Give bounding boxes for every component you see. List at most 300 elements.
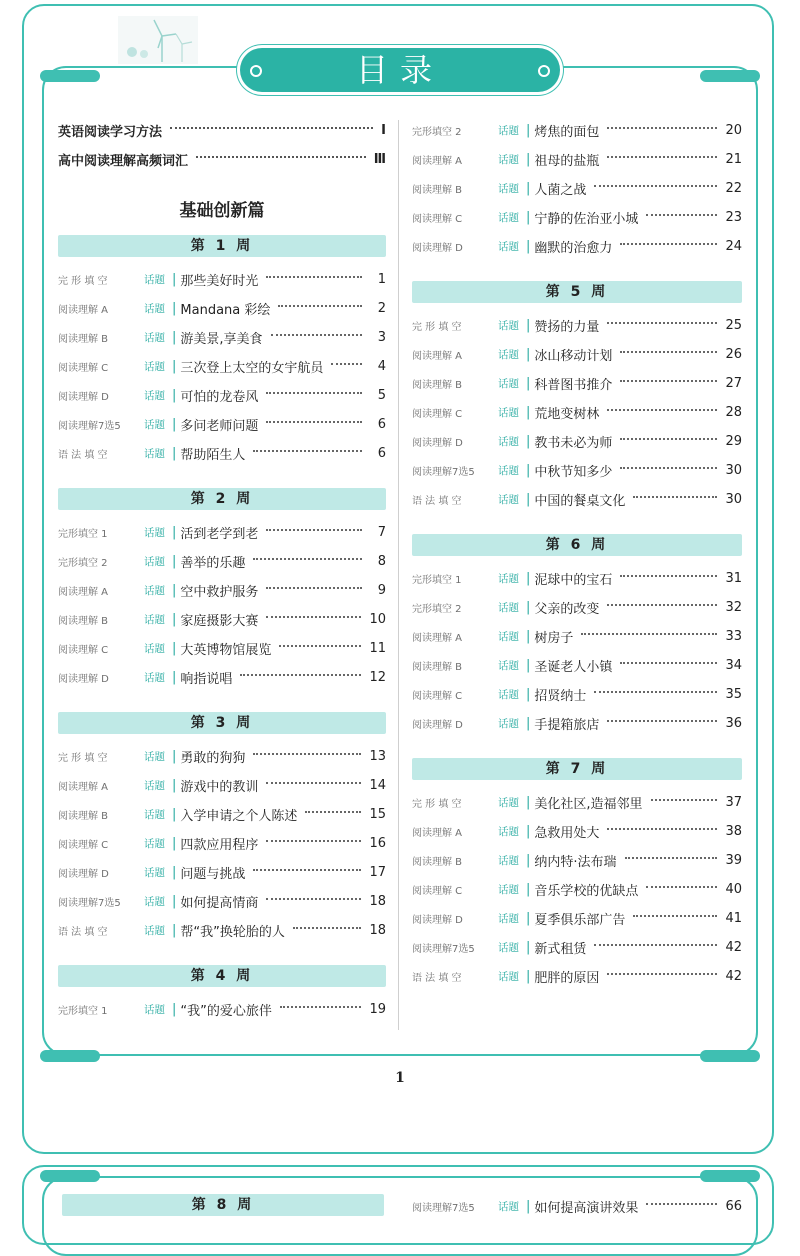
entry-title: 活到老学到老 [180,527,259,542]
leader-dots [266,392,362,394]
leader-dots [266,529,362,531]
toc-entry[interactable] [412,709,742,738]
separator-bar: | [172,923,177,938]
toc-entry[interactable] [58,518,386,547]
separator-bar: | [172,612,177,627]
toc-entry[interactable] [58,352,386,381]
entry-page: 27 [725,376,742,391]
head-entry-title: 高中阅读理解高频词汇 [58,154,189,169]
toc-entry[interactable] [58,605,386,634]
toc-entry[interactable] [58,634,386,663]
separator-bar: | [172,894,177,909]
toc-entry[interactable] [58,663,386,692]
separator-bar: | [526,181,531,196]
entry-category: 完形填空 2 [412,604,462,615]
entry-page: 26 [725,347,742,362]
toc-entry[interactable] [412,145,742,174]
toc-entry[interactable] [58,547,386,576]
separator-bar: | [172,554,177,569]
topic-tag: 话题 [498,971,519,983]
entry-title: 帮助陌生人 [180,448,246,463]
separator-bar: | [526,824,531,839]
entry-category: 阅读理解7选5 [58,898,121,909]
week-entries [412,788,742,991]
toc-entry[interactable] [58,995,386,1024]
entry-category: 完形填空 1 [58,529,108,540]
entry-page: 35 [725,687,742,702]
separator-bar: | [526,795,531,810]
toc-entry[interactable] [412,456,742,485]
topic-tag: 话题 [498,855,519,867]
entry-category: 阅读理解 B [412,380,463,391]
entry-title: 圣诞老人小镇 [534,660,613,675]
entry-page: 32 [725,600,742,615]
separator-bar: | [526,463,531,478]
entry-title: 如何提高演讲效果 [534,1201,639,1216]
entry-title: 泥球中的宝石 [534,573,613,588]
topic-tag: 话题 [144,332,165,344]
entry-category: 阅读理解 D [58,392,109,403]
corner-tab-top-left [40,70,100,82]
entry-title: 入学申请之个人陈述 [180,809,298,824]
topic-tag: 话题 [144,672,165,684]
entry-page: 14 [369,778,386,793]
topic-tag: 话题 [498,573,519,585]
leader-dots [253,753,361,755]
leader-dots [620,467,717,469]
toc-entry[interactable] [412,846,742,875]
leader-dots [266,782,361,784]
leader-dots [278,305,362,307]
toc-entry[interactable] [412,680,742,709]
leader-dots [594,944,717,946]
entry-title: 音乐学校的优缺点 [534,884,639,899]
entry-category: 阅读理解 A [412,633,463,644]
toc-entry[interactable] [412,817,742,846]
entry-category: 完形填空 1 [412,575,462,586]
separator-bar: | [526,969,531,984]
leader-dots [331,363,362,365]
topic-tag: 话题 [498,494,519,506]
toc-entry[interactable] [412,340,742,369]
separator-bar: | [526,405,531,420]
entry-category: 阅读理解7选5 [412,467,475,478]
separator-bar: | [526,882,531,897]
entry-title: 那些美好时光 [180,274,259,289]
entry-category: 阅读理解 D [412,438,463,449]
entry-category: 完 形 填 空 [58,753,108,764]
separator-bar: | [172,836,177,851]
entry-page: 3 [377,330,386,345]
topic-tag: 话题 [144,809,165,821]
entry-title: 幽默的治愈力 [534,241,613,256]
week-entries [58,518,386,692]
entry-title: 招贤纳士 [534,689,587,704]
toc-entry[interactable] [58,439,386,468]
entry-category: 语 法 填 空 [58,450,108,461]
topic-tag: 话题 [144,274,165,286]
separator-bar: | [172,330,177,345]
topic-tag: 话题 [498,884,519,896]
corner-tab-next-right [700,1170,760,1182]
entry-title: 中秋节知多少 [534,465,613,480]
entry-page: 6 [377,417,386,432]
entry-page: 30 [725,463,742,478]
topic-tag: 话题 [498,718,519,730]
topic-tag: 话题 [144,780,165,792]
topic-tag: 话题 [498,1201,519,1213]
entry-page: 16 [369,836,386,851]
entry-title: 宁静的佐治亚小城 [534,212,639,227]
toc-entry[interactable] [412,369,742,398]
topic-tag: 话题 [498,154,519,166]
toc-entry[interactable] [412,311,742,340]
week-entries [412,311,742,514]
leader-dots [253,869,361,871]
separator-bar: | [526,210,531,225]
next-page-entry [412,1192,742,1221]
entry-title: “我”的爱心旅伴 [180,1004,272,1019]
entry-page: 30 [725,492,742,507]
entry-title: 赞扬的力量 [534,320,600,335]
topic-tag: 话题 [498,241,519,253]
toc-entry[interactable] [412,564,742,593]
entry-category: 阅读理解7选5 [58,421,121,432]
leader-dots [594,691,717,693]
entry-category: 阅读理解 D [58,869,109,880]
entry-title: 游戏中的教训 [180,780,259,795]
entry-category: 阅读理解 A [412,351,463,362]
separator-bar: | [172,641,177,656]
separator-bar: | [172,272,177,287]
leader-dots [266,898,361,900]
entry-page: 19 [369,1002,386,1017]
entry-category: 阅读理解 B [412,662,463,673]
week-header: 第 3 周 [58,712,386,734]
next-week-header: 第 8 周 [62,1194,384,1216]
entry-category: 阅读理解 C [412,691,463,702]
entry-category: 阅读理解 A [58,587,109,598]
topic-tag: 话题 [144,896,165,908]
leader-dots [594,185,717,187]
leader-dots [607,127,717,129]
separator-bar: | [172,1002,177,1017]
week-header: 第 2 周 [58,488,386,510]
leader-dots [253,558,362,560]
entry-category: 阅读理解 D [412,720,463,731]
week-header: 第 4 周 [58,965,386,987]
toc-entry[interactable] [58,916,386,945]
entry-page: 18 [369,894,386,909]
entry-category: 阅读理解 D [412,243,463,254]
separator-bar: | [526,629,531,644]
entry-category: 阅读理解 B [412,857,463,868]
entry-category: 阅读理解 C [412,409,463,420]
leader-dots [607,720,717,722]
head-entry[interactable] [58,116,386,145]
leader-dots [305,811,361,813]
separator-bar: | [526,123,531,138]
topic-tag: 话题 [498,436,519,448]
topic-tag: 话题 [144,303,165,315]
toc-entry[interactable] [412,398,742,427]
topic-tag: 话题 [144,838,165,850]
leader-dots [266,587,362,589]
entry-category: 完形填空 2 [412,127,462,138]
topic-tag: 话题 [498,797,519,809]
leader-dots [646,214,717,216]
corner-tab-next-left [40,1170,100,1182]
entry-title: 善举的乐趣 [180,556,246,571]
toc-entry[interactable] [58,576,386,605]
leader-dots [607,322,717,324]
leader-dots [581,633,717,635]
entry-title: 急救用处大 [534,826,600,841]
leader-dots [607,409,717,411]
toc-entry[interactable] [412,622,742,651]
week-entries [412,116,742,261]
leader-dots [620,662,717,664]
entry-title: 科普图书推介 [534,378,613,393]
toc-entry[interactable] [412,788,742,817]
entry-title: 烤焦的面包 [534,125,600,140]
entry-title: 勇敢的狗狗 [180,751,246,766]
leader-dots [620,575,717,577]
entry-page: 31 [725,571,742,586]
entry-title: 肥胖的原因 [534,971,600,986]
topic-tag: 话题 [144,448,165,460]
entry-category: 阅读理解 B [412,185,463,196]
entry-category: 阅读理解 C [412,214,463,225]
topic-tag: 话题 [498,320,519,332]
leader-dots [293,927,362,929]
head-entry-title: 英语阅读学习方法 [58,125,163,140]
week-entries [412,564,742,738]
entry-category: 阅读理解 B [58,811,109,822]
topic-tag: 话题 [144,643,165,655]
toc-entry[interactable] [412,1192,742,1221]
toc-entry[interactable] [58,381,386,410]
separator-bar: | [172,778,177,793]
entry-title: 帮“我”换轮胎的人 [180,925,285,940]
toc-entry[interactable] [58,771,386,800]
topic-tag: 话题 [498,942,519,954]
entry-title: 父亲的改变 [534,602,600,617]
leader-dots [240,674,361,676]
topic-tag: 话题 [498,183,519,195]
toc-entry[interactable] [412,593,742,622]
week-entries [58,742,386,945]
separator-bar: | [526,239,531,254]
leader-dots [196,156,366,158]
leader-dots [620,351,717,353]
entry-page: 4 [377,359,386,374]
topic-tag: 话题 [144,419,165,431]
entry-title: 美化社区,造福邻里 [534,797,643,812]
entry-page: 17 [369,865,386,880]
topic-tag: 话题 [144,614,165,626]
topic-tag: 话题 [498,349,519,361]
entry-category: 阅读理解 C [58,645,109,656]
leader-dots [279,645,361,647]
leader-dots [266,421,362,423]
separator-bar: | [526,152,531,167]
entry-title: 夏季俱乐部广告 [534,913,626,928]
topic-tag: 话题 [498,602,519,614]
entry-page: 38 [725,824,742,839]
entry-page: 39 [725,853,742,868]
toc-entry[interactable] [58,887,386,916]
entry-page: 18 [369,923,386,938]
separator-bar: | [172,525,177,540]
entry-title: 中国的餐桌文化 [534,494,626,509]
entry-page: 33 [725,629,742,644]
separator-bar: | [526,716,531,731]
toc-entry[interactable] [412,203,742,232]
entry-page: 36 [725,716,742,731]
entry-title: 人菌之战 [534,183,587,198]
entry-page: 11 [369,641,386,656]
toc-entry[interactable] [412,427,742,456]
entry-category: 阅读理解 C [58,363,109,374]
corner-tab-bottom-left [40,1050,100,1062]
toc-entry[interactable] [58,742,386,771]
head-entry-page: Ⅰ [381,123,386,138]
toc-entry[interactable] [58,858,386,887]
leader-dots [607,973,717,975]
entry-page: 23 [725,210,742,225]
separator-bar: | [172,301,177,316]
entry-category: 阅读理解 A [58,782,109,793]
entry-title: 树房子 [534,631,574,646]
head-entry[interactable] [58,145,386,174]
head-entry-page: Ⅲ [373,152,386,167]
leader-dots [607,828,717,830]
separator-bar: | [526,658,531,673]
week-entries [58,995,386,1024]
entry-page: 15 [369,807,386,822]
leader-dots [620,438,717,440]
entry-category: 阅读理解 C [412,886,463,897]
section-title: 基础创新篇 [179,201,265,221]
entry-page: 22 [725,181,742,196]
entry-category: 完 形 填 空 [412,322,462,333]
toc-entry[interactable] [412,904,742,933]
toc-entry[interactable] [58,265,386,294]
entry-title: 手提箱旅店 [534,718,600,733]
toc-entry[interactable] [412,651,742,680]
toc-entry[interactable] [58,800,386,829]
entry-title: 祖母的盐瓶 [534,154,600,169]
entry-page: 10 [369,612,386,627]
toc-entry[interactable] [412,933,742,962]
entry-page: 7 [377,525,386,540]
entry-page: 66 [725,1199,742,1214]
separator-bar: | [526,1199,531,1214]
leader-dots [607,156,717,158]
entry-title: 大英博物馆展览 [180,643,272,658]
separator-bar: | [526,318,531,333]
toc-entry[interactable] [412,116,742,145]
leader-dots [620,243,717,245]
leader-dots [271,334,362,336]
entry-category: 完 形 填 空 [412,799,462,810]
separator-bar: | [526,687,531,702]
entry-category: 完形填空 2 [58,558,108,569]
leader-dots [280,1006,362,1008]
toc-left-column [58,116,386,1024]
separator-bar: | [526,600,531,615]
entry-category: 完 形 填 空 [58,276,108,287]
topic-tag: 话题 [144,925,165,937]
week-header: 第 6 周 [412,534,742,556]
entry-category: 阅读理解 C [58,840,109,851]
entry-page: 20 [725,123,742,138]
separator-bar: | [526,492,531,507]
toc-right-column [412,116,742,991]
toc-entry[interactable] [58,410,386,439]
separator-bar: | [526,376,531,391]
separator-bar: | [172,807,177,822]
topic-tag: 话题 [498,378,519,390]
entry-category: 语 法 填 空 [58,927,108,938]
separator-bar: | [172,865,177,880]
toc-entry[interactable] [412,485,742,514]
toc-entry[interactable] [412,875,742,904]
entry-category: 语 法 填 空 [412,496,462,507]
banner-dot-left-icon [250,65,262,77]
topic-tag: 话题 [498,660,519,672]
entry-category: 阅读理解 A [412,156,463,167]
entry-page: 6 [377,446,386,461]
leader-dots [253,450,362,452]
entry-page: 8 [377,554,386,569]
entry-category: 阅读理解 B [58,334,109,345]
leader-dots [633,496,717,498]
entry-page: 40 [725,882,742,897]
toc-entry[interactable] [58,294,386,323]
leader-dots [266,616,361,618]
entry-category: 阅读理解 D [58,674,109,685]
topic-tag: 话题 [498,407,519,419]
entry-page: 25 [725,318,742,333]
leader-dots [651,799,718,801]
entry-title: 四款应用程序 [180,838,259,853]
toc-entry[interactable] [412,174,742,203]
entry-page: 29 [725,434,742,449]
toc-entry[interactable] [412,962,742,991]
entry-title: 问题与挑战 [180,867,246,882]
column-divider [398,120,399,1030]
entry-category: 完形填空 1 [58,1006,108,1017]
entry-category: 阅读理解 D [412,915,463,926]
toc-entry[interactable] [58,829,386,858]
leader-dots [646,1203,717,1205]
toc-entry[interactable] [58,323,386,352]
windmill-decoration-icon [118,16,198,64]
toc-entry[interactable] [412,232,742,261]
topic-tag: 话题 [498,125,519,137]
entry-category: 阅读理解7选5 [412,1203,475,1214]
entry-category: 阅读理解7选5 [412,944,475,955]
banner-dot-right-icon [538,65,550,77]
entry-page: 37 [725,795,742,810]
entry-page: 42 [725,969,742,984]
entry-title: 多问老师问题 [180,419,259,434]
separator-bar: | [526,434,531,449]
week-entries [58,265,386,468]
separator-bar: | [172,359,177,374]
